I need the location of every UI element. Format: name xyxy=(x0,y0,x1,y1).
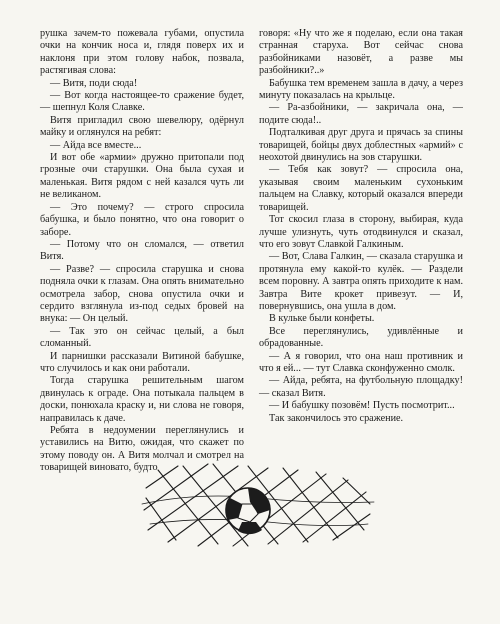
paragraph: — Тебя как зовут? — спросила она, указывая своим маленьким сухоньким пальцем на Славку, который оказался впереди товарищей. xyxy=(259,164,463,213)
paragraph: — Айда все вместе... xyxy=(50,139,142,151)
paragraph: — Потому что он сломался, — ответил Витя. xyxy=(40,238,244,263)
paragraph: И парнишки рассказали Витиной бабушке, что случилось и как они работали. xyxy=(40,350,244,374)
paragraph: — Вот, Слава Галкин, — сказала старушка и протянула ему какой-то кулёк. — Раздели всем поровну. А завтра опять приходите к нам. Завтра Вите крокет привезут. — И, повернувшись, она ушла в дом. xyxy=(259,251,463,312)
paragraph: Ребята в недоумении переглянулись и уставились на Витю, ожидая, что скажет по этому поводу он. А Витя молчал и смотрел на товарищей виновато, будто xyxy=(40,425,244,474)
paragraph: — Так это он сейчас целый, а был сломанный. xyxy=(40,325,244,350)
paragraph: — Вот когда настоящее-то сражение будет, — шепнул Коля Славке. xyxy=(40,90,244,114)
paragraph: — И бабушку позовём! Пусть посмотрит... xyxy=(269,400,455,412)
soccer-ball-in-net-icon xyxy=(138,458,378,550)
paragraph: Тогда старушка решительным шагом двинулась к ограде. Она потыкала пальцем в доски, понюхала краску и, ни слова не говоря, направилась к даче. xyxy=(40,375,244,424)
paragraph: — Это почему? — строго спросила бабушка, и было понятно, что она говорит о заборе. xyxy=(40,201,244,238)
paragraph: Так закончилось это сражение. xyxy=(269,412,404,424)
left-column xyxy=(40,28,244,475)
paragraph: — Айда, ребята, на футбольную площадку! — сказал Витя. xyxy=(259,375,463,399)
paragraph: — А я говорил, что она наш противник и что я ей... — тут Славка сконфуженно смолк. xyxy=(259,350,463,374)
right-column xyxy=(259,28,463,425)
paragraph: — Ра-азбойники, — закричала она, — подите сюда!.. xyxy=(259,102,463,126)
paragraph: рушка зачем-то пожевала губами, опустила очки на кончик носа и, глядя поверх их и наклоня при этом голову набок, позвала, растягивая слова: xyxy=(40,28,244,77)
paragraph: Все переглянулись, удивлённые и обрадованные. xyxy=(259,325,463,350)
paragraph: И вот обе «армии» дружно притопали под грозные очи старушки. Она была сухая и маленькая. Витя рядом с ней казался чуть ли не великаном. xyxy=(40,152,244,201)
paragraph: — Разве? — спросила старушка и снова подняла очки к глазам. Она опять внимательно осмотрела забор, снова опустила очки и сердито взглянула из-под седых бровей на внука: — Он целый. xyxy=(40,263,244,325)
paragraph: Витя пригладил свою шевелюру, одёрнул майку и оглянулся на ребят: xyxy=(40,114,244,139)
paragraph: Бабушка тем временем зашла в дачу, а через минуту показалась на крыльце. xyxy=(259,77,463,102)
paragraph: Тот скосил глаза в сторону, выбирая, куда лучше улизнуть, чуть отодвинулся и сказал, что его зовут Славкой Галкиным. xyxy=(259,214,463,250)
paragraph: Подталкивая друг друга и прячась за спины товарищей, бойцы двух доблестных «армий» с неохотой двинулись на зов старушки. xyxy=(259,127,463,164)
paragraph: — Витя, поди сюда! xyxy=(50,77,138,89)
paragraph: говоря: «Ну что же я поделаю, если она такая странная старуха. Вот сейчас снова разбойниками назовёт, а разве мы разбойники?..» xyxy=(259,28,463,77)
paragraph: В кульке были конфеты. xyxy=(269,313,375,325)
